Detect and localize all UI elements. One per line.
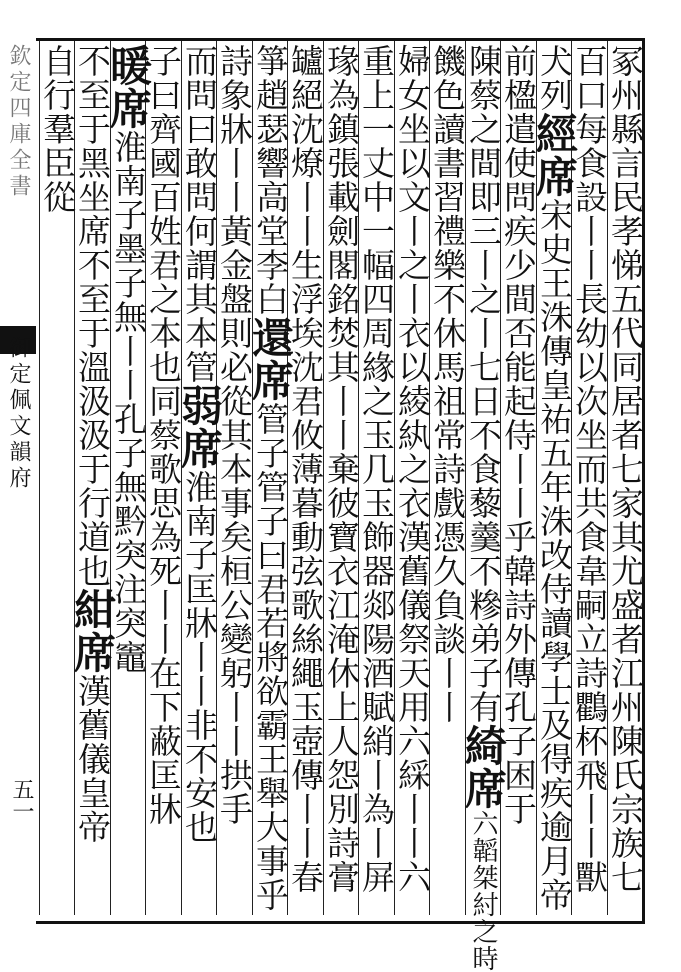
text-column: [395, 44, 430, 912]
text-column: [608, 44, 643, 912]
page-margin-strip: [0, 38, 36, 918]
column-text: 則必從其本事矣桓公變躬丨丨拱手: [215, 316, 254, 826]
column-text: 子曰齊國百姓君之本也: [144, 44, 183, 384]
column-text: 前楹: [499, 44, 538, 112]
entry-heading: 經席: [530, 112, 579, 198]
text-column: [430, 44, 465, 912]
text-column: [459, 44, 508, 972]
column-text: 自行羣臣從: [38, 44, 77, 214]
column-text: 不至于黑坐席不至于溫汲汲于行道也: [73, 44, 112, 588]
text-column: [530, 44, 579, 912]
column-text: 饑色讀書習禮樂不休馬祖常詩戲憑久負談丨丨: [428, 44, 467, 724]
text-column: [146, 44, 181, 912]
column-text: 遣使問疾少間否能起侍丨丨乎韓詩外傳孔子困于: [499, 112, 538, 826]
column-text: 淮南子墨子無丨丨孔子無黔突注突竈: [109, 130, 148, 674]
margin-top-title: 欽定四庫全書: [6, 44, 31, 200]
column-text: 漢舊儀皇帝: [73, 674, 112, 844]
text-column: [359, 44, 394, 912]
column-text: 而問曰敢問何謂其本管: [180, 44, 219, 384]
column-text: 淮南子匡牀丨丨非不安也: [180, 470, 219, 844]
entry-heading: 綺席: [459, 724, 508, 810]
text-column: [288, 44, 323, 912]
entry-heading: 暖席: [104, 44, 153, 130]
column-text: 陳蔡之間即三丨之丨七日不食藜羹不糝弟子有: [464, 44, 503, 724]
column-text: 詩象牀丨丨黃金盤: [215, 44, 254, 316]
text-column: [246, 44, 295, 912]
entry-heading: 弱席: [175, 384, 224, 470]
text-column: [68, 44, 117, 912]
entry-heading: 還席: [246, 316, 295, 402]
column-text: 重上一丈中一幅四周緣之玉几玉飾器郯陽酒賦綃丨為丨屏: [357, 44, 396, 894]
text-column: [175, 44, 224, 912]
column-text: 箏趙瑟響高堂李白: [251, 44, 290, 316]
annotation-text: 六韜桀紂之時: [468, 810, 498, 972]
entry-heading: 紺席: [68, 588, 117, 674]
column-text: 犬列: [535, 44, 574, 112]
column-text: 冢州縣言民孝悌五代同居者七家其尤盛者江州陳氏宗族七: [606, 44, 645, 894]
column-text: 瑑為鎮張載劍閣銘焚其丨丨棄彼寶衣江淹休上人怨別詩膏: [322, 44, 361, 894]
text-column: [40, 44, 75, 912]
column-text: 罏絕沈燎丨丨生浮埃沈君攸薄暮動弦歌絲繩玉壺傳丨丨春: [286, 44, 325, 894]
column-text: 同蔡歌思為死丨丨在下蔽匡牀: [144, 384, 183, 826]
page-number: 五一: [9, 778, 34, 822]
text-column: [217, 44, 252, 912]
column-text: 婦女坐以文丨之丨衣以綾紈之衣漢舊儀祭天用六綵丨丨六: [393, 44, 432, 894]
text-column: [104, 44, 153, 912]
column-text: 宋史王洙傳皇祐五年洙改侍讀學士及得疾逾月帝: [535, 198, 574, 912]
column-text: 管子管子曰君若將欲霸王舉大事乎: [251, 402, 290, 912]
margin-book-title: 御定佩文韻府: [6, 336, 31, 492]
text-column: [324, 44, 359, 912]
column-text: 百口每食設丨丨長幼以次坐而共食韋嗣立詩鸜杯飛丨丨獸: [570, 44, 609, 894]
